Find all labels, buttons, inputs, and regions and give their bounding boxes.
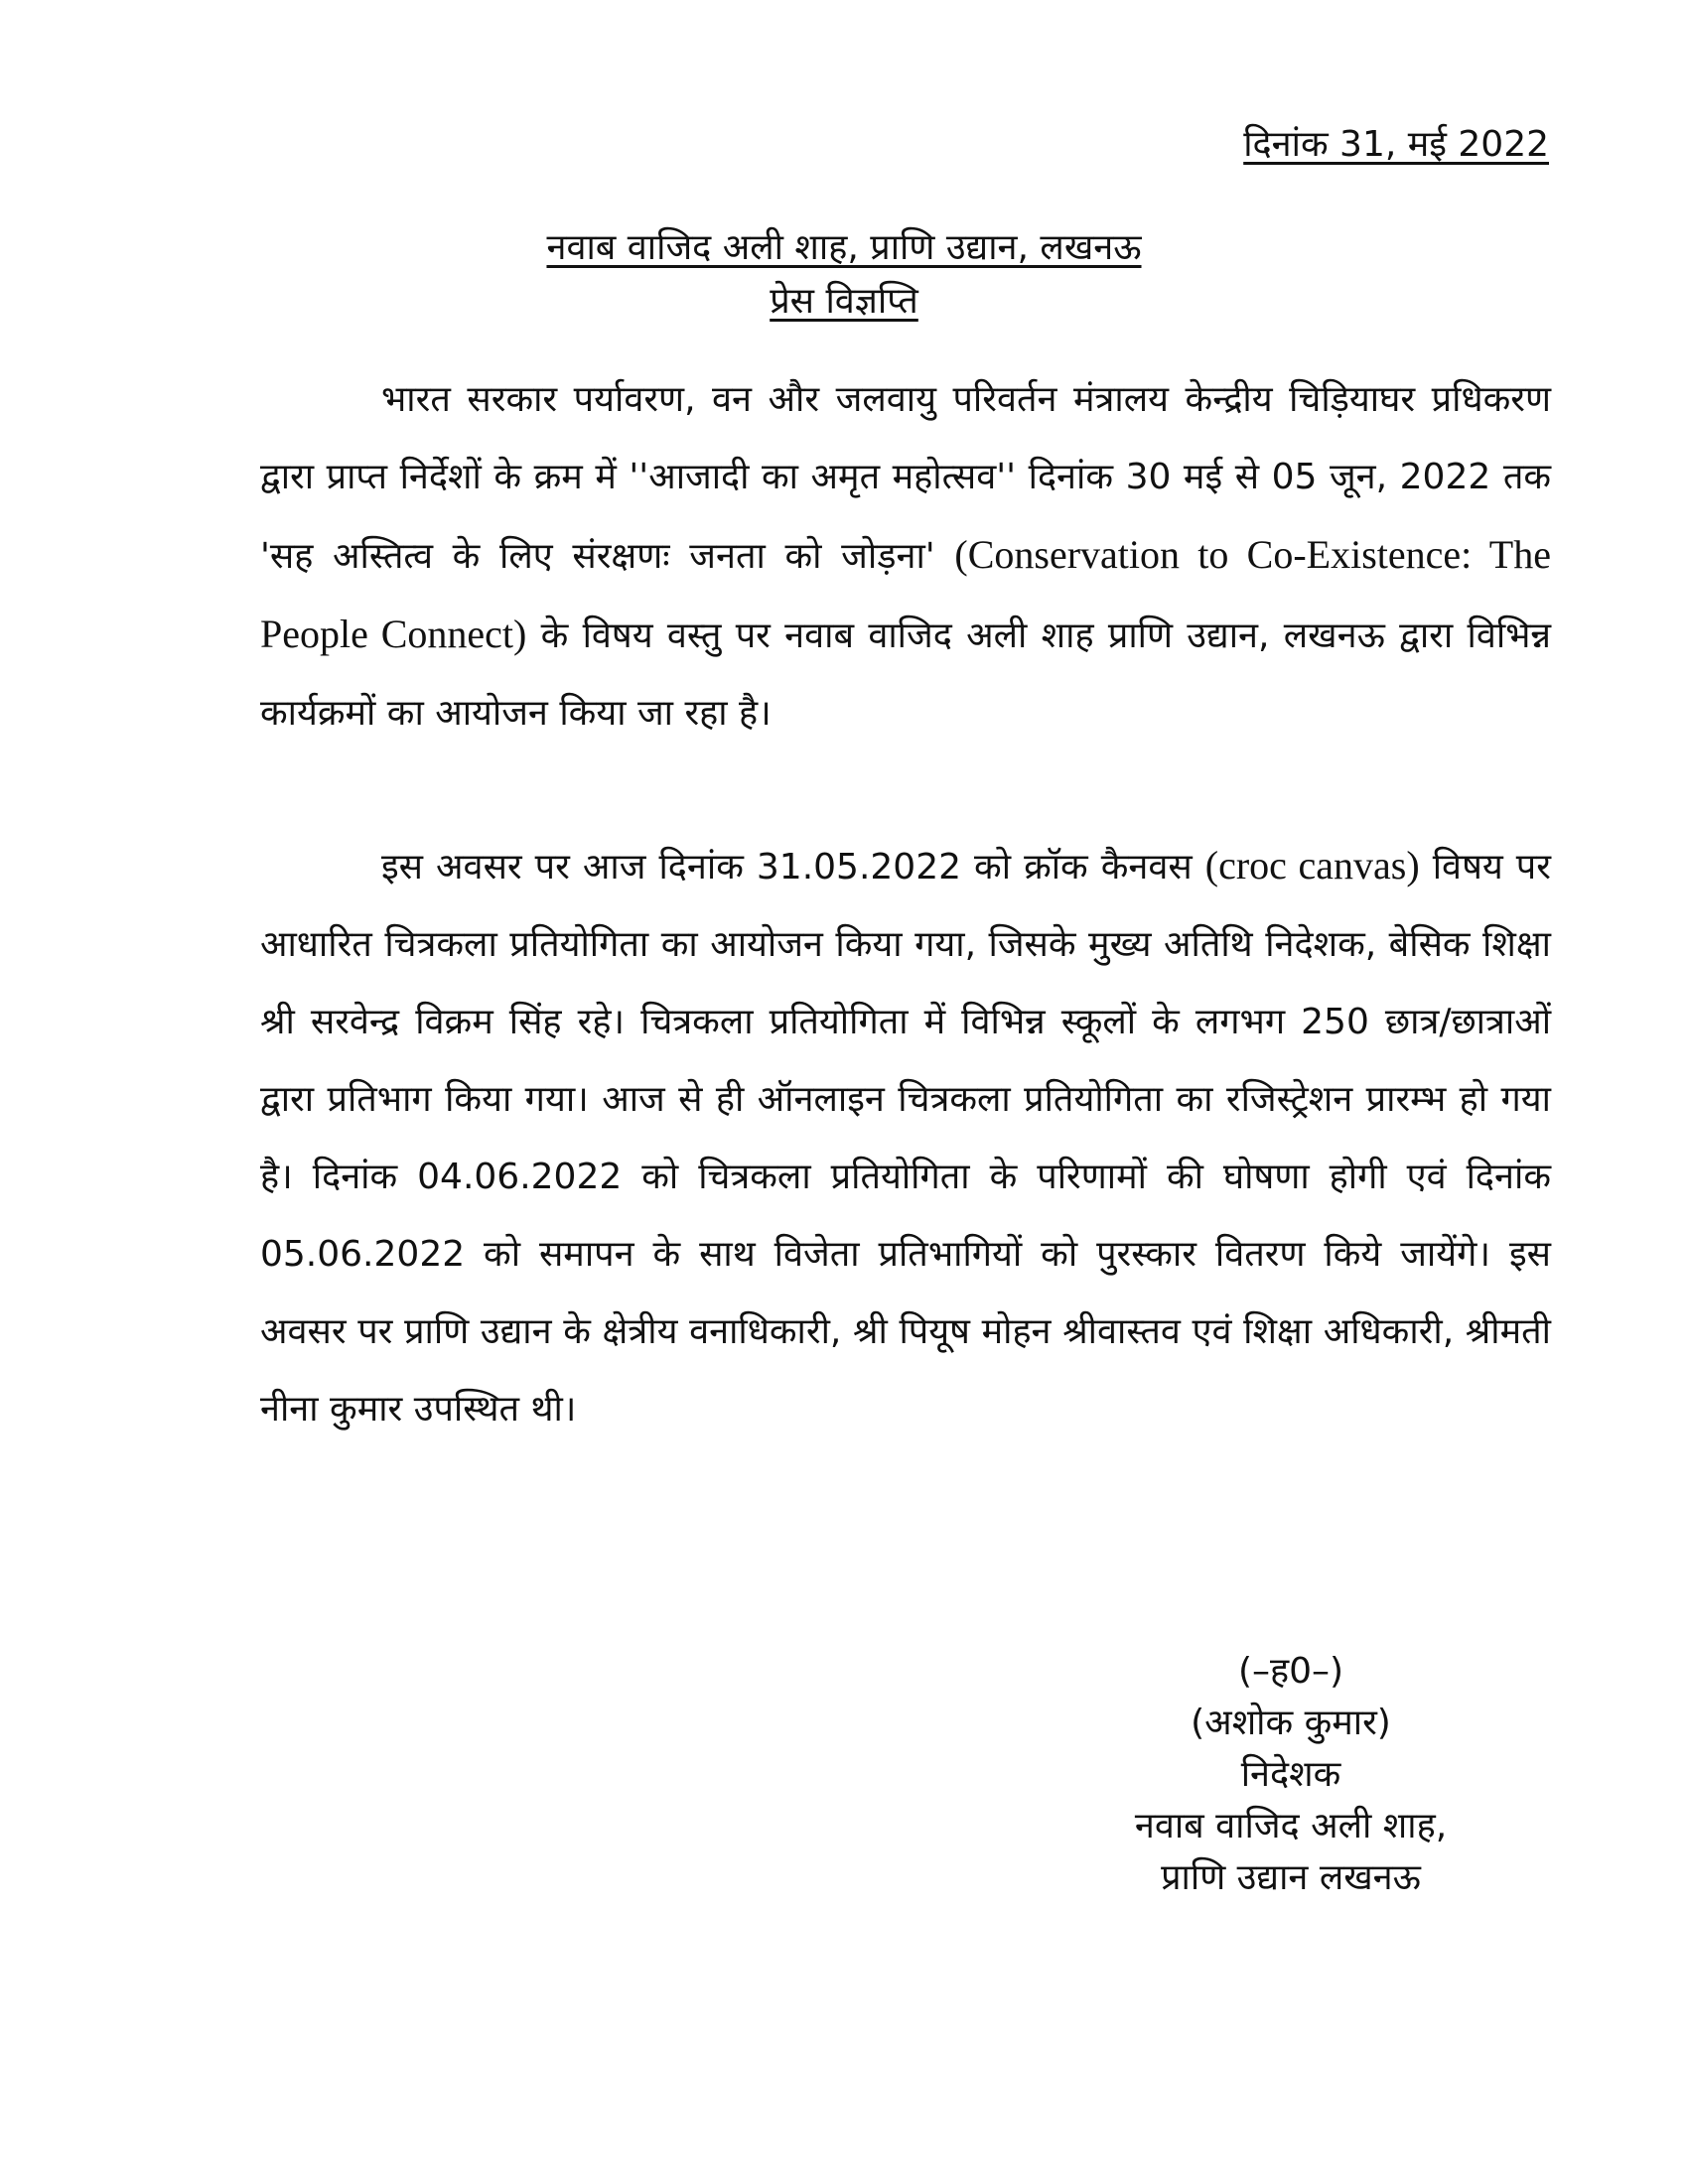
paragraph-2-english-term: (croc canvas) <box>1204 843 1420 887</box>
signature-block <box>1092 1646 1489 1904</box>
signed-mark: (–ह0–) <box>1237 1651 1344 1692</box>
paragraph-2 <box>260 827 1551 1448</box>
paragraph-1 <box>260 361 1551 752</box>
paragraph-1-text-a: भारत सरकार पर्यावरण, वन और जलवायु परिवर्तन मंत्रालय केन्द्रीय चिड़ियाघर प्रधिकरण द्वारा प्राप्त निर्देशों के क्रम में ''आजादी का अमृत महोत्सव'' दिनांक 30 मई से 05 जून, 2022 तक 'सह अस्तित्व के लिए संरक्षणः जनता को जोड़ना' <box>260 379 1551 577</box>
paragraph-2-text-b: विषय पर आधारित चित्रकला प्रतियोगिता का आयोजन किया गया, जिसके मुख्य अतिथि निदेशक, बेसिक शिक्षा श्री सरवेन्द्र विक्रम सिंह रहे। चित्रकला प्रतियोगिता में विभिन्न स्कूलों के लगभग 250 छात्र/छात्राओं द्वारा प्रतिभाग किया गया। आज से ही ऑनलाइन चित्रकला प्रतियोगिता का रजिस्ट्रेशन प्रारम्भ हो गया है। दिनांक 04.06.2022 को चित्रकला प्रतियोगिता के परिणामों की घोषणा होगी एवं दिनांक 05.06.2022 को समापन के साथ विजेता प्रतिभागियों को पुरस्कार वितरण किये जायेंगे। इस अवसर पर प्राणि उद्यान के क्षेत्रीय वनाधिकारी, श्री पियूष मोहन श्रीवास्तव एवं शिक्षा अधिकारी, श्रीमती नीना कुमार उपस्थित थी। <box>260 847 1551 1430</box>
organization-heading: नवाब वाजिद अली शाह, प्राणि उद्यान, लखनऊ <box>546 227 1142 268</box>
signatory-org-line-2: प्राणि उद्यान लखनऊ <box>1161 1857 1421 1898</box>
paragraph-2-text-a: इस अवसर पर आज दिनांक 31.05.2022 को क्रॉक कैनवस <box>381 847 1193 887</box>
signatory-org-line-1: नवाब वाजिद अली शाह, <box>1134 1806 1448 1846</box>
signatory-designation: निदेशक <box>1240 1754 1341 1795</box>
paragraph-1-english-theme: (Conservation to Co-Existence: The People Connect) <box>260 532 1551 656</box>
press-release-heading: प्रेस विज्ञप्ति <box>770 281 918 322</box>
signatory-name: (अशोक कुमार) <box>1191 1703 1391 1743</box>
paragraph-1-text-b: के विषय वस्तु पर नवाब वाजिद अली शाह प्राणि उद्यान, लखनऊ द्वारा विभिन्न कार्यक्रमों का आयोजन किया जा रहा है। <box>260 615 1551 734</box>
document-date: दिनांक 31, मई 2022 <box>1243 124 1549 165</box>
